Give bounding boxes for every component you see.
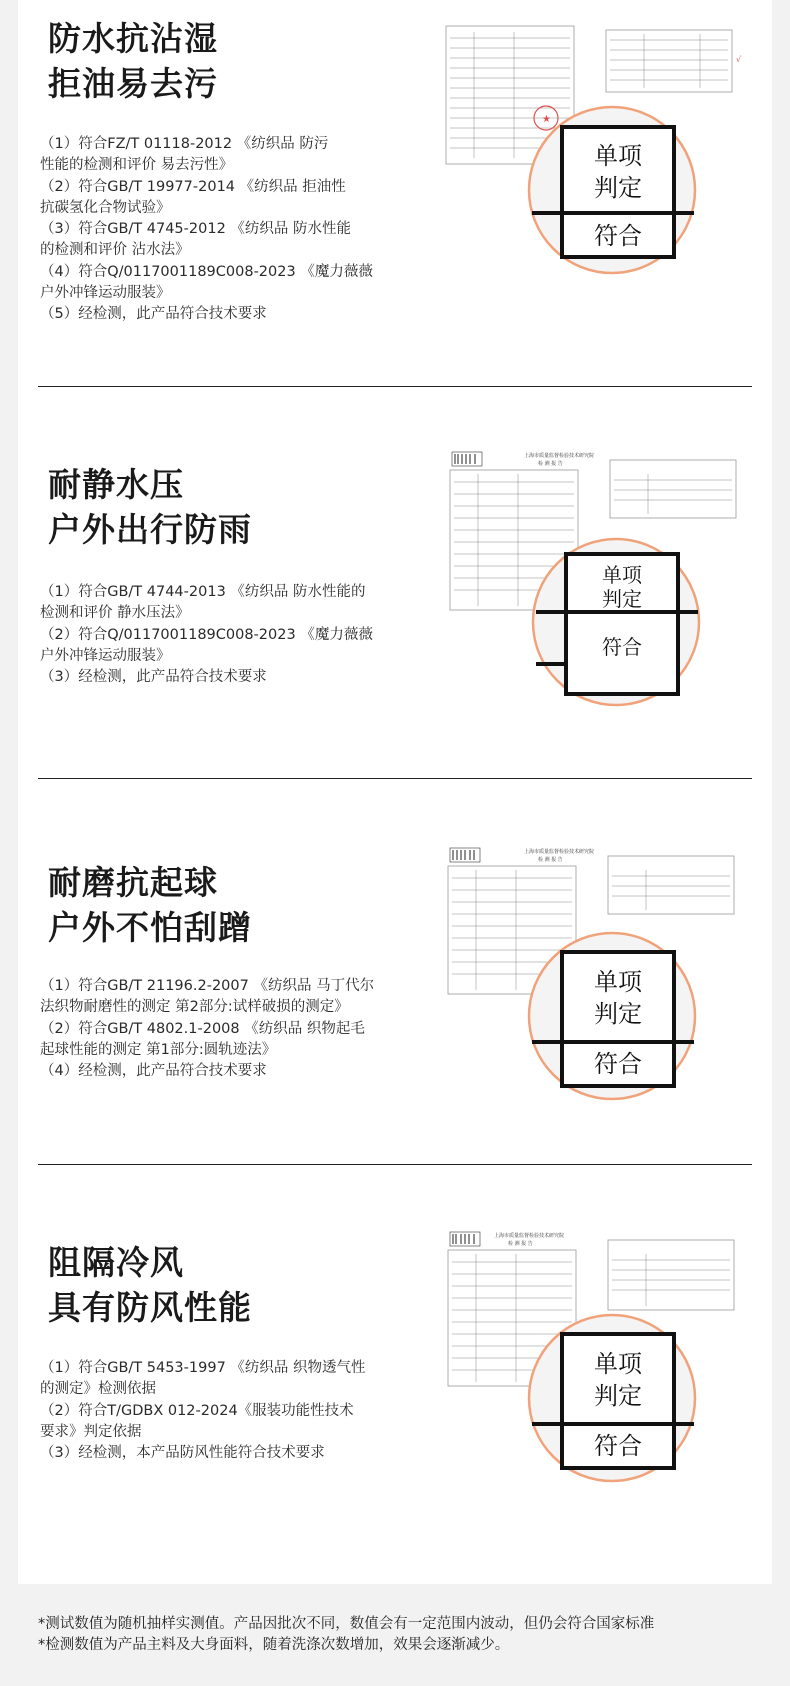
test-report-image bbox=[444, 22, 744, 282]
title-line-1: 防水抗沾湿 bbox=[48, 19, 218, 58]
title-line-2: 具有防风性能 bbox=[48, 1288, 252, 1327]
list-item: 户外冲锋运动服装》 bbox=[40, 285, 171, 302]
standards-list bbox=[40, 582, 390, 688]
list-item: 性能的检测和评价 易去污性》 bbox=[40, 157, 234, 174]
section-title bbox=[48, 860, 252, 950]
cell-label-pass: 符合 bbox=[594, 1050, 642, 1078]
list-item: 要求》判定依据 bbox=[40, 1423, 142, 1440]
cell-label-judgment: 判定 bbox=[594, 1000, 642, 1028]
svg-text:★: ★ bbox=[542, 114, 551, 125]
list-item: 的检测和评价 沾水法》 bbox=[40, 242, 190, 259]
disclaimer-footer bbox=[38, 1614, 758, 1656]
list-item: （3）符合GB/T 4745-2012 《纺织品 防水性能 bbox=[40, 221, 352, 238]
list-item: 法织物耐磨性的测定 第2部分:试样破损的测定》 bbox=[40, 999, 349, 1016]
list-item: （1）符合GB/T 5453-1997 《纺织品 织物透气性 bbox=[40, 1360, 366, 1376]
cell-label-single-item: 单项 bbox=[594, 142, 642, 170]
cell-label-single-item: 单项 bbox=[594, 968, 642, 996]
section-divider bbox=[38, 386, 752, 387]
report-institute-name: 上海市质量监督检验技术研究院 bbox=[494, 1233, 565, 1239]
standards-list bbox=[40, 134, 390, 326]
list-item: 的测定》检测依据 bbox=[40, 1381, 156, 1398]
cell-label-pass: 符合 bbox=[594, 222, 642, 250]
list-item: （4）经检测，此产品符合技术要求 bbox=[40, 1063, 267, 1080]
report-subtitle: 检 测 报 告 bbox=[538, 857, 563, 863]
list-item: （1）符合GB/T 21196.2-2007 《纺织品 马丁代尔 bbox=[40, 978, 375, 994]
standards-list bbox=[40, 976, 390, 1082]
title-line-1: 耐磨抗起球 bbox=[48, 863, 218, 902]
svg-text:√: √ bbox=[736, 55, 742, 64]
title-line-1: 耐静水压 bbox=[48, 465, 184, 504]
list-item: （3）经检测，本产品防风性能符合技术要求 bbox=[40, 1445, 325, 1462]
report-illustration bbox=[446, 1230, 746, 1490]
cell-label-single-item: 单项 bbox=[594, 1350, 642, 1378]
list-item: 户外冲锋运动服装》 bbox=[40, 647, 171, 664]
section-title bbox=[48, 16, 218, 106]
title-line-2: 户外出行防雨 bbox=[48, 510, 252, 549]
disclaimer-line: *检测数值为产品主料及大身面料，随着洗涤次数增加，效果会逐渐减少。 bbox=[38, 1637, 510, 1653]
list-item: （3）经检测，此产品符合技术要求 bbox=[40, 669, 267, 686]
cell-label-pass: 符合 bbox=[594, 1432, 642, 1460]
cell-label-judgment: 判定 bbox=[602, 587, 642, 611]
report-illustration bbox=[444, 22, 744, 282]
section-divider bbox=[38, 1164, 752, 1165]
list-item: （2）符合GB/T 4802.1-2008 《纺织品 织物起毛 bbox=[40, 1020, 365, 1037]
test-report-image bbox=[446, 846, 746, 1106]
report-institute-name: 上海市质量监督检验技术研究院 bbox=[524, 453, 595, 459]
title-line-2: 户外不怕刮蹭 bbox=[48, 908, 252, 947]
report-illustration bbox=[448, 450, 748, 710]
cell-label-judgment: 判定 bbox=[594, 1382, 642, 1410]
section-waterproof bbox=[18, 0, 772, 360]
standards-list bbox=[40, 1358, 390, 1464]
list-item: （2）符合GB/T 19977-2014 《纺织品 拒油性 bbox=[40, 178, 346, 195]
section-hydrostatic bbox=[18, 388, 772, 778]
report-subtitle: 检 测 报 告 bbox=[538, 461, 563, 467]
list-item: （1）符合GB/T 4744-2013 《纺织品 防水性能的 bbox=[40, 584, 366, 600]
section-title bbox=[48, 1240, 252, 1330]
list-item: （2）符合Q/0117001189C008-2023 《魔力薇薇 bbox=[40, 626, 373, 643]
test-report-image bbox=[446, 1230, 746, 1490]
report-subtitle: 检 测 报 告 bbox=[508, 1241, 533, 1247]
barcode-icon bbox=[452, 452, 482, 466]
title-line-2: 拒油易去污 bbox=[48, 64, 218, 103]
list-item: （5）经检测，此产品符合技术要求 bbox=[40, 306, 267, 323]
report-illustration bbox=[446, 846, 746, 1106]
report-institute-name: 上海市质量监督检验技术研究院 bbox=[524, 849, 595, 855]
list-item: （2）符合T/GDBX 012-2024《服装功能性技术 bbox=[40, 1402, 354, 1419]
section-abrasion bbox=[18, 780, 772, 1164]
section-divider bbox=[38, 778, 752, 779]
list-item: 检测和评价 静水压法》 bbox=[40, 605, 190, 622]
cell-label-pass: 符合 bbox=[602, 635, 642, 659]
disclaimer-line: *测试数值为随机抽样实测值。产品因批次不同，数值会有一定范围内波动，但仍会符合国家标准 bbox=[38, 1616, 655, 1632]
list-item: 起球性能的测定 第1部分:圆轨迹法》 bbox=[40, 1041, 277, 1058]
list-item: （4）符合Q/0117001189C008-2023 《魔力薇薇 bbox=[40, 263, 373, 280]
list-item: 抗碳氢化合物试验》 bbox=[40, 199, 171, 216]
content-card bbox=[18, 0, 772, 1584]
section-windproof bbox=[18, 1166, 772, 1566]
title-line-1: 阻隔冷风 bbox=[48, 1243, 184, 1282]
list-item: （1）符合FZ/T 01118-2012 《纺织品 防污 bbox=[40, 136, 329, 152]
cell-label-single-item: 单项 bbox=[602, 563, 642, 587]
cell-label-judgment: 判定 bbox=[594, 174, 642, 202]
section-title bbox=[48, 462, 252, 552]
test-report-image bbox=[448, 450, 748, 710]
